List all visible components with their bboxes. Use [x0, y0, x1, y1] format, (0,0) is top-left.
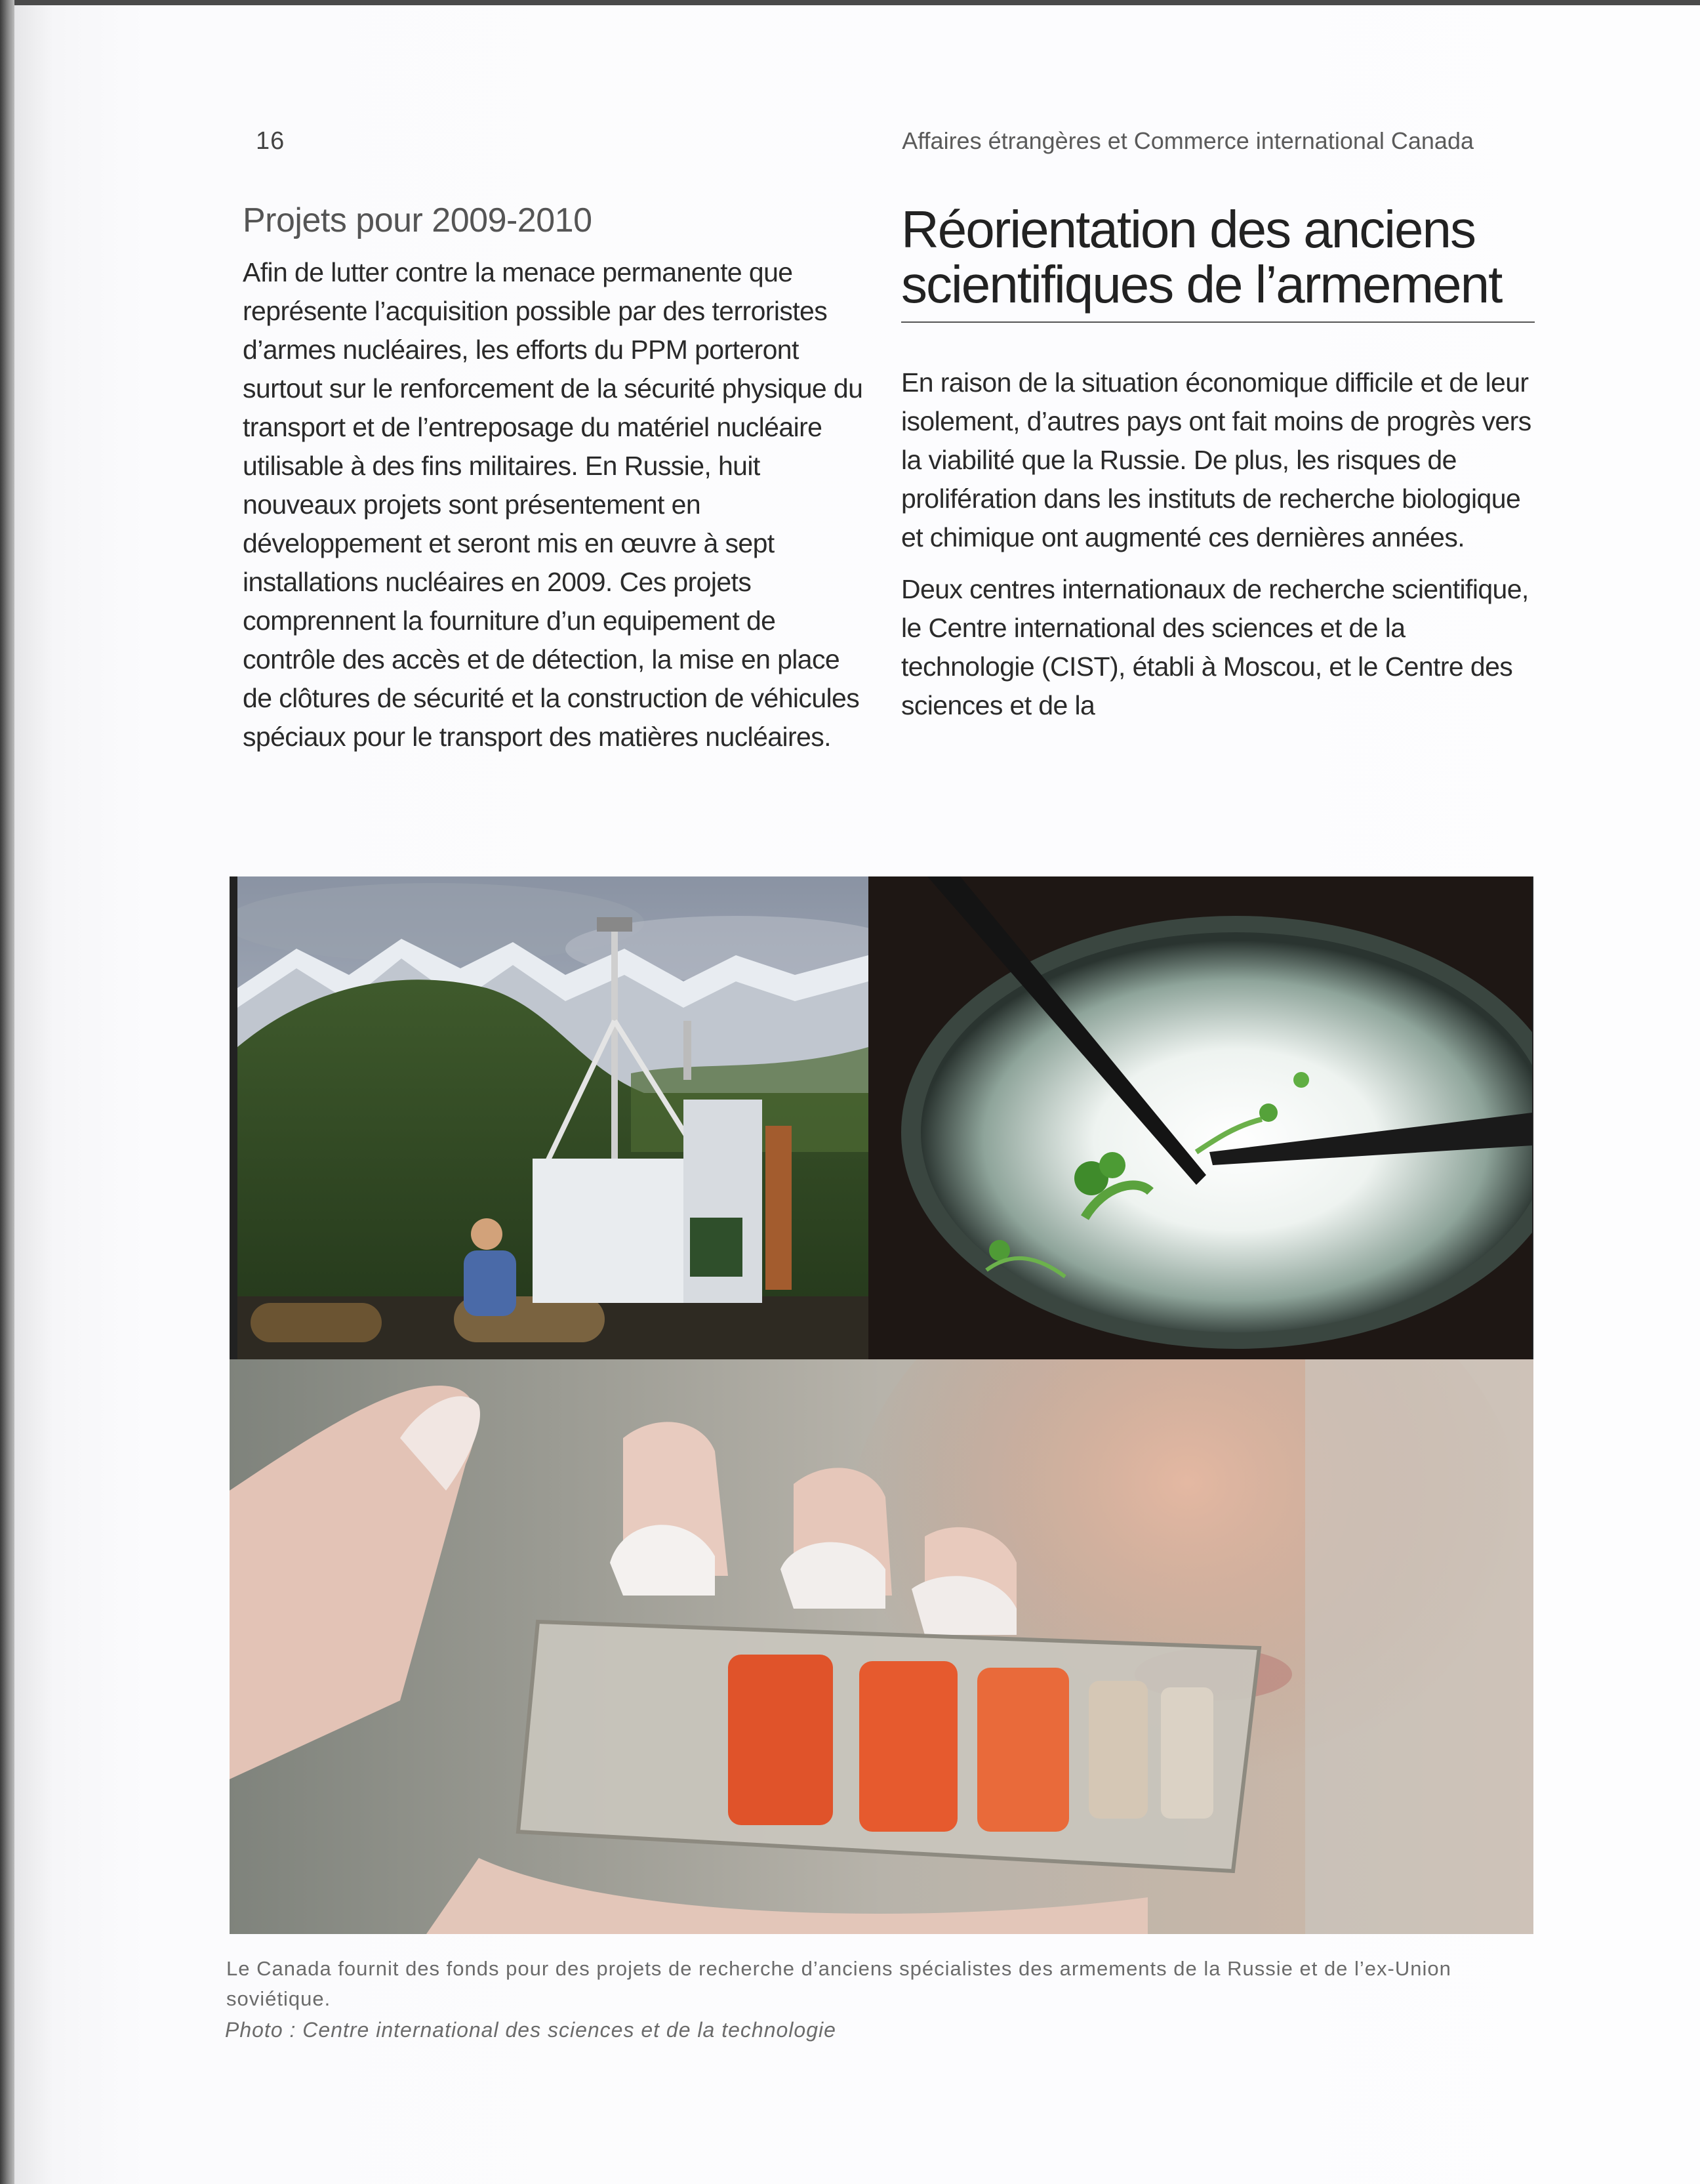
- page-number: 16: [256, 127, 285, 155]
- section-subheading: Projets pour 2009-2010: [243, 201, 592, 239]
- section-heading: Réorientation des anciens scientifiques de l’armement: [901, 202, 1535, 323]
- photo-sample-slide: [230, 1359, 1533, 1934]
- book-binding: [0, 0, 14, 2184]
- photo-collage: [230, 876, 1533, 1934]
- running-header: Affaires étrangères et Commerce international Canada: [902, 127, 1474, 154]
- right-paragraph-1: En raison de la situation économique difficile et de leur isolement, d’autres pays ont fait moins de progrès vers la viabilité que la Russie. De plus, les risques de prolifération dans les instituts de recherche biologique et chimique ont augmenté ces dernières années.: [901, 367, 1531, 552]
- document-page: [14, 5, 1700, 2184]
- right-column: [901, 202, 1535, 725]
- left-column: [243, 201, 872, 756]
- photo-credit: Photo : Centre international des sciences et de la technologie: [225, 2018, 836, 2042]
- figure-caption: Le Canada fournit des fonds pour des projets de recherche d’anciens spécialistes des armements de la Russie et de l’ex-Union soviétique.: [226, 1957, 1451, 2010]
- right-paragraph-2: Deux centres internationaux de recherche scientifique, le Centre international des sciences et de la technologie (CIST), établi à Moscou, et le Centre des sciences et de la: [901, 574, 1529, 720]
- photo-mountain-station: [237, 876, 868, 1359]
- photo-petri-dish: [868, 876, 1532, 1359]
- left-paragraph: Afin de lutter contre la menace permanente que représente l’acquisition possible par des terroristes d’armes nucléaires, les efforts du PPM porteront surtout sur le renforcement de la sécurité physique du transport et de l’entreposage du matériel nucléaire utilisable à des fins militaires. En Russie, huit nouveaux projets sont présentement en développement et seront mis en œuvre à sept installations nucléaires en 2009. Ces projets comprennent la fourniture d’un equipement de contrôle des accès et de détection, la mise en place de clôtures de sécurité et la construction de véhicules spéciaux pour le transport des matières nucléaires.: [243, 257, 863, 752]
